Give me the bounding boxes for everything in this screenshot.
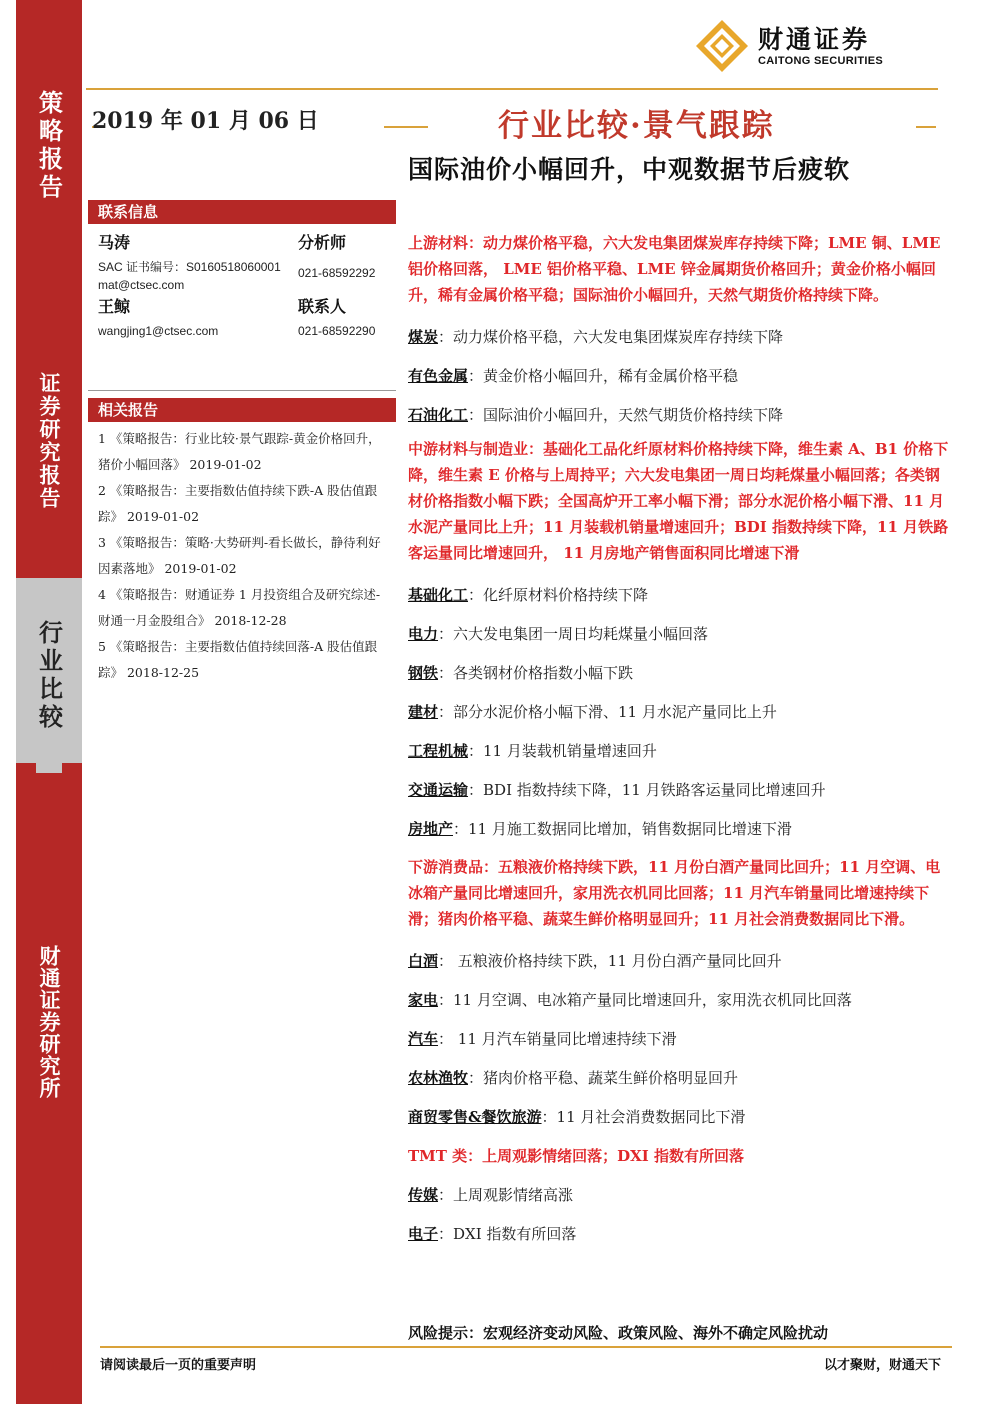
sector-liquor (408, 948, 953, 974)
sector-text: ：化纤原材料价格持续下降 (468, 586, 649, 604)
sector-label: 有色金属 (408, 367, 469, 385)
sector-text: ：动力煤价格平稳，六大发电集团煤炭库存持续下降 (438, 328, 784, 346)
main-content (408, 230, 953, 1247)
brand-logo (694, 18, 883, 74)
midstream-summary: 中游材料与制造业：基础化工品化纤原材料价格持续下降，维生素 A、B1 价格下降，维生素 E 价格与上周持平；六大发电集团一周日均耗煤量小幅回落；各类钢材价格指数小幅下跌；全国高炉开工率小幅下滑；部分水泥价格小幅下滑、11 月水泥产量同比上升；11 月装载机销量增速回升；BDI 指数持续下降，11 月铁路客运量同比增速回升， 11 月房地产销售面积同比增速下滑 (408, 440, 949, 562)
contact-role-1: 分析师 (298, 233, 347, 252)
sector-petro (408, 402, 953, 428)
downstream-summary: 下游消费品：五粮液价格持续下跌，11 月份白酒产量同比回升；11 月空调、电冰箱产量同比增速回升，家用洗衣机同比回落；11 月汽车销量同比增速持续下滑；猪肉价格平稳、蔬菜生鲜价格明显回升；11 月社会消费数据同比下滑。 (408, 858, 941, 928)
sector-label: 商贸零售&餐饮旅游 (408, 1108, 542, 1126)
sector-label: 煤炭 (408, 328, 439, 346)
sector-text: ： 11 月汽车销量同比增速持续下滑 (438, 1030, 677, 1048)
report-headline: 国际油价小幅回升，中观数据节后疲软 (408, 155, 851, 184)
footer-disclaimer: 请阅读最后一页的重要声明 (100, 1358, 257, 1373)
contact-name-2: 王鲸 (98, 297, 131, 316)
sidebar-tab-notch (36, 763, 62, 773)
report-type-title: 行业比较·景气跟踪 (498, 108, 775, 144)
brand-name-cn: 财通证券 (758, 25, 871, 54)
sector-text: ：各类钢材价格指数小幅下跌 (438, 664, 634, 682)
sector-agri (408, 1065, 953, 1091)
sector-text: ：11 月施工数据同比增加，销售数据同比增速下滑 (453, 820, 792, 838)
sector-realestate (408, 816, 953, 842)
sector-building (408, 699, 953, 725)
top-divider (86, 88, 938, 90)
tmt-summary: TMT 类：上周观影情绪回落；DXI 指数有所回落 (408, 1147, 745, 1165)
related-report-item[interactable]: 2 《策略报告：主要指数估值持续下跌-A 股估值跟踪》 2019-01-02 (98, 483, 378, 524)
sector-machinery (408, 738, 953, 764)
bottom-divider (100, 1346, 952, 1348)
title-dash-right (916, 126, 936, 128)
contact-role-2: 联系人 (298, 297, 347, 316)
risk-warning: 风险提示：宏观经济变动风险、政策风险、海外不确定风险扰动 (408, 1324, 829, 1342)
brand-emblem-icon (694, 18, 750, 74)
sector-text: ：猪肉价格平稳、蔬菜生鲜价格明显回升 (468, 1069, 739, 1087)
sector-text: ： 五粮液价格持续下跌，11 月份白酒产量同比回升 (438, 952, 782, 970)
footer-slogan: 以才聚财，财通天下 (823, 1358, 941, 1373)
contact-info-header: 联系信息 (88, 200, 396, 224)
related-report-item[interactable]: 4 《策略报告：财通证券 1 月投资组合及研究综述-财通一月金股组合》 2018-12-28 (98, 587, 381, 628)
related-reports-list (98, 426, 390, 686)
sector-label: 交通运输 (408, 781, 469, 799)
related-report-item[interactable]: 3 《策略报告：策略·大势研判-看长做长，静待利好因素落地》 2019-01-02 (98, 535, 381, 576)
sidebar-label-strategy: 策略报告 (34, 90, 64, 202)
sector-chem (408, 582, 953, 608)
sector-text: ：部分水泥价格小幅下滑、11 月水泥产量同比上升 (438, 703, 777, 721)
sidebar-block-institute (16, 773, 82, 1404)
sector-label: 白酒 (408, 952, 439, 970)
sector-text: ：11 月空调、电冰箱产量同比增速回升，家用洗衣机同比回落 (438, 991, 852, 1009)
contact-email-1[interactable]: mat@ctsec.com (98, 278, 185, 292)
contact-phone-1: 021-68592292 (298, 266, 376, 280)
sector-nonferrous (408, 363, 953, 389)
upstream-summary: 上游材料：动力煤价格平稳，六大发电集团煤炭库存持续下降；LME 铜、LME 铝价格回落， LME 铝价格平稳、LME 锌金属期货价格回升；黄金价格小幅回升，稀有金属价格平稳；国际油价小幅回升，天然气期货价格持续下降。 (408, 234, 941, 304)
sector-transport (408, 777, 953, 803)
sidebar-block-strategy (16, 0, 82, 360)
sector-label: 石油化工 (408, 406, 469, 424)
sidebar-label-industry: 行业比较 (34, 620, 64, 732)
sector-label: 农林渔牧 (408, 1069, 469, 1087)
sector-label: 建材 (408, 703, 439, 721)
sector-text: ：六大发电集团一周日均耗煤量小幅回落 (438, 625, 709, 643)
sector-label: 传媒 (408, 1186, 439, 1204)
contact-cert-1: SAC 证书编号：S0160518060001 (98, 260, 281, 274)
contact-name-1: 马涛 (98, 233, 131, 252)
sector-text: ：上周观影情绪高涨 (438, 1186, 574, 1204)
sidebar-label-research: 证券研究报告 (37, 372, 62, 510)
sector-label: 房地产 (408, 820, 454, 838)
title-dash-left (384, 126, 428, 128)
sector-label: 家电 (408, 991, 439, 1009)
sector-label: 电子 (408, 1225, 439, 1243)
sector-text: ：国际油价小幅回升，天然气期货价格持续下降 (468, 406, 784, 424)
sector-appliance (408, 987, 953, 1013)
sidebar-label-institute: 财通证券研究所 (37, 945, 62, 1099)
sector-label: 基础化工 (408, 586, 469, 604)
contact-divider (88, 390, 396, 391)
sector-coal (408, 324, 953, 350)
sector-auto (408, 1026, 953, 1052)
related-report-item[interactable]: 5 《策略报告：主要指数估值持续回落-A 股估值跟踪》 2018-12-25 (98, 639, 378, 680)
sector-text: ：11 月装载机销量增速回升 (468, 742, 657, 760)
report-date: 2019 年 01 月 06 日 (92, 108, 319, 134)
sector-steel (408, 660, 953, 686)
sector-electronics (408, 1221, 953, 1247)
contact-phone-2: 021-68592290 (298, 324, 376, 338)
sector-label: 钢铁 (408, 664, 439, 682)
brand-name-en: CAITONG SECURITIES (758, 55, 883, 67)
sector-media (408, 1182, 953, 1208)
related-reports-header: 相关报告 (88, 398, 396, 422)
sidebar-block-industry (16, 578, 82, 763)
related-report-item[interactable]: 1 《策略报告：行业比较·景气跟踪-黄金价格回升，猪价小幅回落》 2019-01-02 (98, 431, 381, 472)
sector-text: ：DXI 指数有所回落 (438, 1225, 577, 1243)
sidebar-block-research (16, 360, 82, 578)
sector-label: 电力 (408, 625, 439, 643)
sector-text: ：11 月社会消费数据同比下滑 (541, 1108, 746, 1126)
sector-label: 工程机械 (408, 742, 469, 760)
sector-text: ：黄金价格小幅回升，稀有金属价格平稳 (468, 367, 739, 385)
sector-label: 汽车 (408, 1030, 439, 1048)
sector-power (408, 621, 953, 647)
sector-text: ：BDI 指数持续下降，11 月铁路客运量同比增速回升 (468, 781, 826, 799)
sector-retail (408, 1104, 953, 1130)
contact-email-2[interactable]: wangjing1@ctsec.com (98, 324, 219, 338)
